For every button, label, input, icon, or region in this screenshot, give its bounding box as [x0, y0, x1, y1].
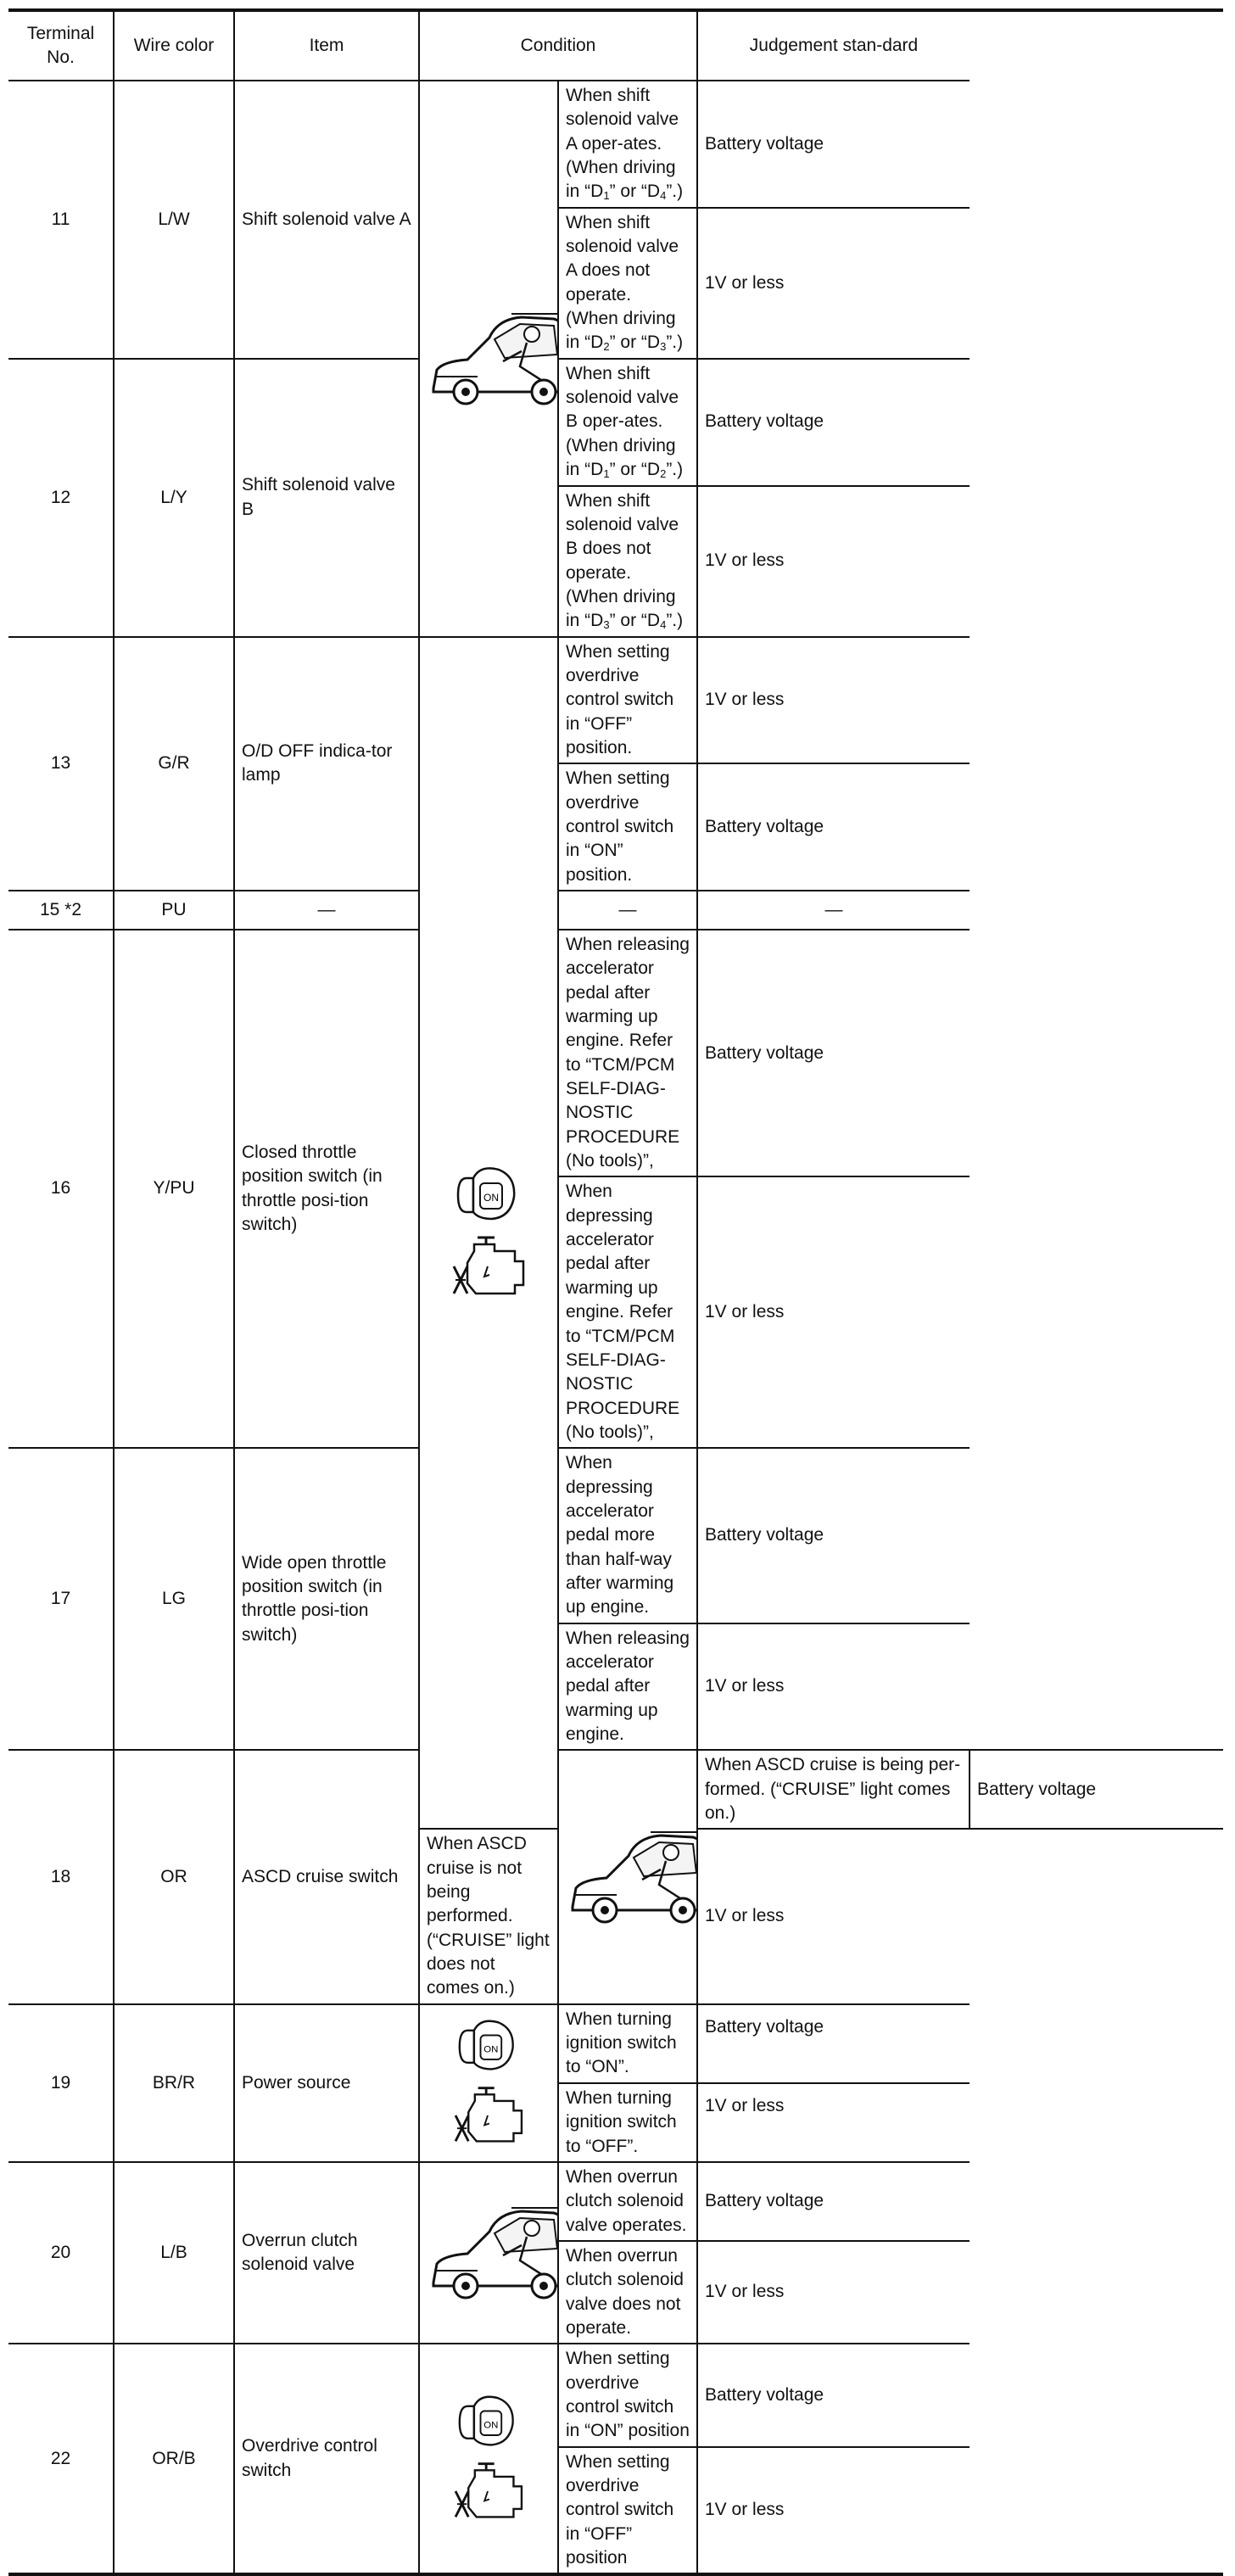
condition-cell [558, 81, 697, 208]
item-cell: — [234, 891, 419, 930]
ignition-on-icon [455, 2011, 522, 2076]
condition-illustration [558, 1750, 697, 2003]
judgement-cell: 1V or less [697, 208, 970, 359]
judgement-cell: Battery voltage [697, 763, 970, 891]
item-cell: Overrun clutch solenoid valve [234, 2162, 419, 2344]
judgement-cell: 1V or less [697, 1829, 970, 2003]
judgement-cell: 1V or less [697, 1176, 970, 1448]
header-judgement-standard: Judgement stan-dard [697, 10, 970, 81]
gear-subscript: 3 [660, 340, 667, 354]
condition-cell: When setting overdrive control switch in “OFF” position. [558, 637, 697, 764]
condition-cell: When overrun clutch solenoid valve does not operate. [558, 2241, 697, 2344]
condition-note: ”.) [666, 332, 684, 353]
terminal-cell: 12 [8, 359, 114, 637]
ignition-on-label: ON [483, 1192, 499, 1204]
condition-cell: When ASCD cruise is being per-formed. (“CRUISE” light comes on.) [697, 1750, 970, 1829]
header-terminal-no: Terminal No. [8, 10, 114, 81]
condition-illustration [419, 2004, 558, 2162]
wire-color-cell: LG [114, 1448, 234, 1750]
condition-note: (When driving in “D [566, 158, 676, 202]
gear-subscript: 4 [660, 618, 667, 632]
judgement-cell: Battery voltage [697, 2162, 970, 2241]
table-row [8, 930, 1223, 1176]
terminal-cell: 19 [8, 2004, 114, 2162]
condition-note: (When driving in “D [566, 586, 676, 631]
terminal-cell: 16 [8, 930, 114, 1448]
terminal-table [8, 8, 1223, 2576]
engine-off-icon [450, 2083, 527, 2148]
ignition-on-icon [455, 1158, 522, 1226]
judgement-cell: 1V or less [697, 637, 970, 764]
wire-color-cell: Y/PU [114, 930, 234, 1448]
condition-note: ”.) [666, 182, 684, 202]
item-cell: Overdrive control switch [234, 2344, 419, 2574]
ignition-on-icon [455, 2387, 522, 2451]
condition-cell: When turning ignition switch to “ON”. [558, 2004, 697, 2083]
table-row [8, 2162, 1223, 2241]
condition-cell: When releasing accelerator pedal after warming up engine. [558, 1623, 697, 1751]
condition-illustration [419, 637, 558, 1830]
judgement-cell: Battery voltage [697, 81, 970, 208]
gear-subscript: 2 [660, 467, 667, 481]
condition-text: When shift solenoid valve A oper-ates. [566, 86, 679, 154]
car-driving-icon [566, 1819, 697, 1929]
judgement-cell: Battery voltage [697, 1448, 970, 1623]
judgement-cell: Battery voltage [970, 1750, 1223, 1829]
table-row [8, 2004, 1223, 2083]
condition-note: ” or “D [609, 332, 661, 353]
table-row [8, 359, 1223, 486]
condition-cell: When ASCD cruise is not being performed. (“CRUISE” light does not comes on.) [419, 1829, 558, 2003]
condition-cell: When overrun clutch solenoid valve operates. [558, 2162, 697, 2241]
gear-subscript: 3 [603, 618, 610, 632]
condition-cell: When depressing accelerator pedal after warming up engine. Refer to “TCM/PCM SELF-DIAG-NOSTIC PROCEDURE (No tools)”, [558, 1176, 697, 1448]
judgement-cell: 1V or less [697, 1623, 970, 1751]
terminal-cell: 11 [8, 81, 114, 359]
terminal-cell: 20 [8, 2162, 114, 2344]
engine-off-icon [450, 2459, 527, 2523]
item-cell: O/D OFF indica-tor lamp [234, 637, 419, 891]
terminal-cell: 18 [8, 1750, 114, 2003]
judgement-cell: 1V or less [697, 2241, 970, 2344]
condition-cell: When setting overdrive control switch in “OFF” position [558, 2447, 697, 2575]
wire-color-cell: OR/B [114, 2344, 234, 2574]
condition-note: ” or “D [609, 182, 661, 202]
condition-cell: When setting overdrive control switch in “ON” position. [558, 763, 697, 891]
judgement-cell: Battery voltage [697, 2344, 970, 2446]
condition-cell: When setting overdrive control switch in “ON” position [558, 2344, 697, 2446]
item-cell: Power source [234, 2004, 419, 2162]
condition-note: ”.) [666, 460, 684, 480]
item-cell: Closed throttle position switch (in throttle posi-tion switch) [234, 930, 419, 1448]
judgement-cell: — [697, 891, 970, 930]
judgement-cell: Battery voltage [697, 359, 970, 486]
condition-illustration [419, 2162, 558, 2344]
condition-illustration [419, 81, 558, 637]
header-item: Item [234, 10, 419, 81]
header-condition: Condition [419, 10, 697, 81]
terminal-cell: 15 *2 [8, 891, 114, 930]
item-cell: Shift solenoid valve B [234, 359, 419, 637]
wire-color-cell: BR/R [114, 2004, 234, 2162]
header-wire-color: Wire color [114, 10, 234, 81]
table-row [8, 637, 1223, 764]
table-row [8, 1750, 1223, 1829]
wire-color-cell: PU [114, 891, 234, 930]
item-cell: ASCD cruise switch [234, 1750, 419, 2003]
car-driving-icon [427, 300, 558, 411]
condition-cell [558, 359, 697, 486]
car-driving-icon [427, 2194, 558, 2305]
condition-text: When shift solenoid valve B does not operate. [566, 490, 679, 583]
judgement-cell: Battery voltage [697, 2004, 970, 2083]
condition-cell: When turning ignition switch to “OFF”. [558, 2083, 697, 2162]
condition-cell: When releasing accelerator pedal after warming up engine. Refer to “TCM/PCM SELF-DIAG-NOSTIC PROCEDURE (No tools)”, [558, 930, 697, 1176]
judgement-cell: Battery voltage [697, 930, 970, 1176]
terminal-cell: 22 [8, 2344, 114, 2574]
wire-color-cell: L/Y [114, 359, 234, 637]
condition-cell [558, 208, 697, 359]
item-cell: Shift solenoid valve A [234, 81, 419, 359]
wire-color-cell: L/B [114, 2162, 234, 2344]
table-row [8, 2344, 1223, 2446]
table-header-row [8, 10, 1223, 81]
gear-subscript: 2 [603, 340, 610, 354]
gear-subscript: 1 [603, 467, 610, 481]
condition-text: When shift solenoid valve A does not operate. [566, 212, 679, 305]
table-row [8, 1448, 1223, 1623]
judgement-cell: 1V or less [697, 2083, 970, 2162]
condition-note: ”.) [666, 611, 684, 631]
condition-note: ” or “D [609, 611, 661, 631]
judgement-cell: 1V or less [697, 2447, 970, 2575]
condition-cell: When depressing accelerator pedal more than half-way after warming up engine. [558, 1448, 697, 1623]
condition-note: (When driving in “D [566, 309, 676, 353]
condition-cell: — [558, 891, 697, 930]
terminal-cell: 13 [8, 637, 114, 891]
gear-subscript: 1 [603, 189, 610, 203]
condition-cell [558, 486, 697, 637]
item-cell: Wide open throttle position switch (in throttle posi-tion switch) [234, 1448, 419, 1750]
condition-note: (When driving in “D [566, 435, 676, 480]
condition-illustration [419, 2344, 558, 2574]
wire-color-cell: OR [114, 1750, 234, 2003]
ignition-on-label: ON [483, 2420, 499, 2431]
engine-off-icon [450, 1232, 527, 1300]
wire-color-cell: L/W [114, 81, 234, 359]
judgement-cell: 1V or less [697, 486, 970, 637]
table-row [8, 891, 1223, 930]
gear-subscript: 4 [660, 189, 667, 203]
condition-text: When shift solenoid valve B oper-ates. [566, 363, 679, 432]
table-row [8, 81, 1223, 208]
terminal-cell: 17 [8, 1448, 114, 1750]
condition-note: ” or “D [609, 460, 661, 480]
wire-color-cell: G/R [114, 637, 234, 891]
ignition-on-label: ON [483, 2044, 499, 2055]
